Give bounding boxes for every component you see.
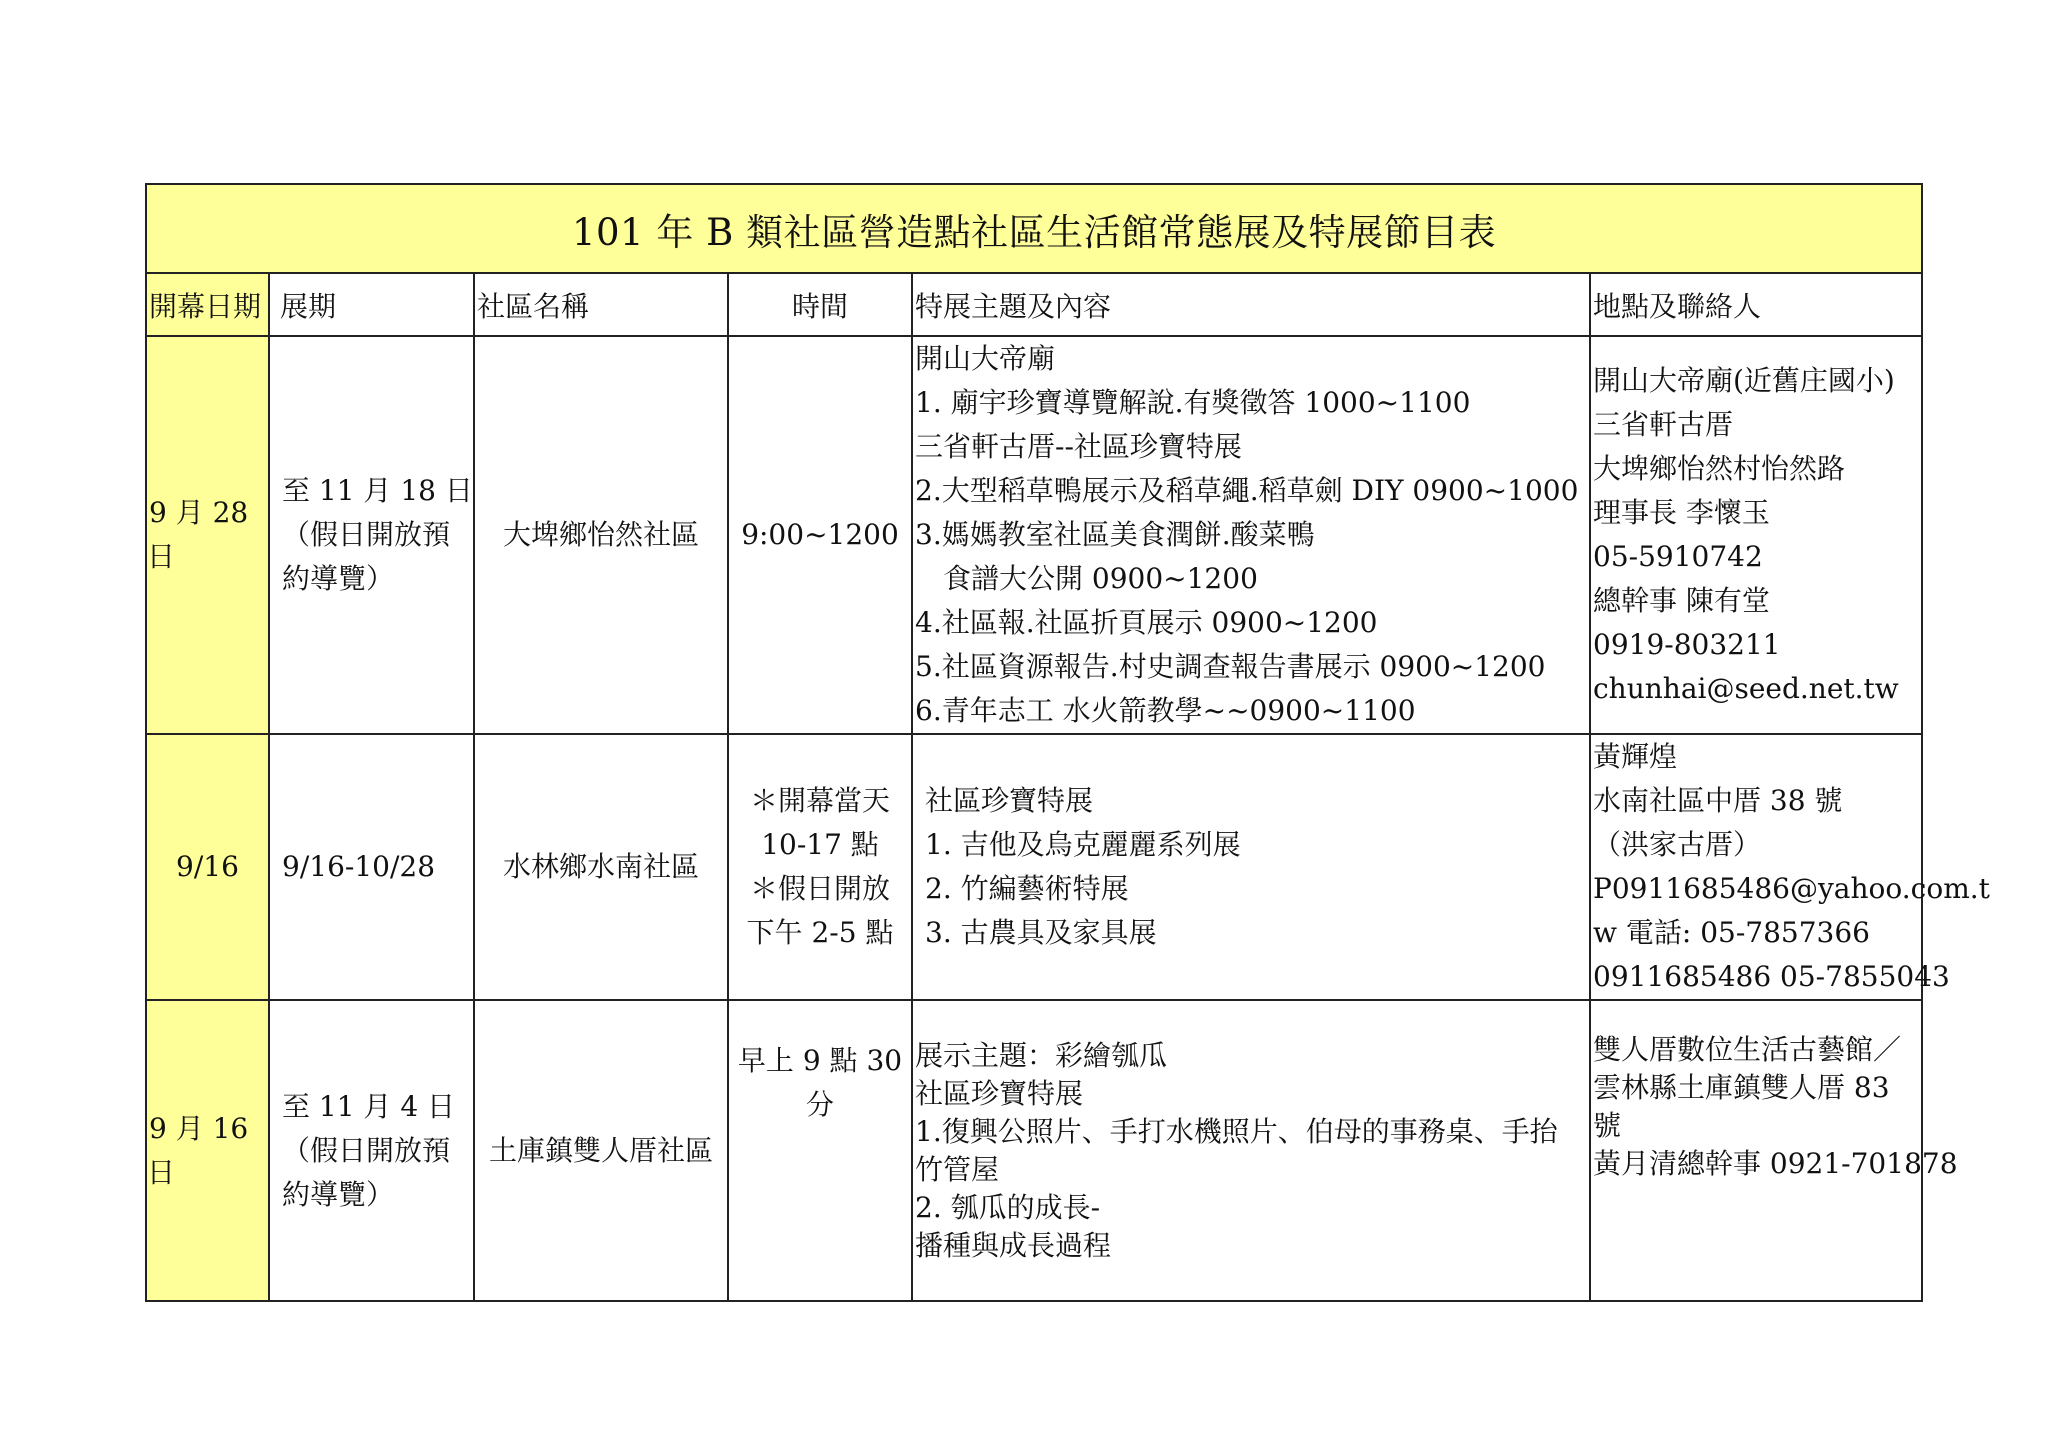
time-cell: ＊開幕當天 10-17 點 ＊假日開放 下午 2-5 點	[728, 734, 912, 1000]
table-row	[146, 734, 1922, 1000]
header-period: 展期	[269, 273, 474, 336]
time-cell: 早上 9 點 30 分	[728, 1000, 912, 1301]
theme-cell: 展示主題：彩繪瓠瓜 社區珍寶特展 1.復興公照片、手打水機照片、伯母的事務桌、手抬 竹管屋 2. 瓠瓜的成長- 播種與成長過程	[912, 1000, 1590, 1301]
table-row	[146, 336, 1922, 734]
date-cell: 9/16	[146, 734, 269, 1000]
table-row	[146, 1000, 1922, 1301]
period-cell: 至 11 月 18 日 （假日開放預 約導覽）	[269, 336, 474, 734]
header-time: 時間	[728, 273, 912, 336]
title-row	[146, 184, 1922, 273]
header-theme: 特展主題及內容	[912, 273, 1590, 336]
community-cell: 大埤鄉怡然社區	[474, 336, 728, 734]
period-cell: 9/16-10/28	[269, 734, 474, 1000]
theme-cell: 開山大帝廟 1. 廟宇珍寶導覽解說.有獎徵答 1000~1100 三省軒古厝--社區珍寶特展 2.大型稻草鴨展示及稻草繩.稻草劍 DIY 0900~1000 3.媽媽教室社區美食潤餅.酸菜鴨 食譜大公開 0900~1200 4.社區報.社區折頁展示 0900~1200 5.社區資源報告.村史調查報告書展示 0900~1200 6.青年志工 水火箭教學~~0900~1100	[912, 336, 1590, 734]
location-cell: 開山大帝廟(近舊庄國小) 三省軒古厝 大埤鄉怡然村怡然路 理事長 李懷玉 05-5910742 總幹事 陳有堂 0919-803211 chunhai@seed.net.tw	[1590, 336, 1922, 734]
location-cell: 黃輝煌 水南社區中厝 38 號 （洪家古厝） P0911685486@yahoo.com.t w 電話: 05-7857366 0911685486 05-7855043	[1590, 734, 1922, 1000]
location-cell: 雙人厝數位生活古藝館／ 雲林縣土庫鎮雙人厝 83 號 黃月清總幹事 0921-701878	[1590, 1000, 1922, 1301]
theme-cell: 社區珍寶特展 1. 吉他及烏克麗麗系列展 2. 竹編藝術特展 3. 古農具及家具展	[912, 734, 1590, 1000]
header-row	[146, 273, 1922, 336]
community-cell: 水林鄉水南社區	[474, 734, 728, 1000]
header-location: 地點及聯絡人	[1590, 273, 1922, 336]
header-community: 社區名稱	[474, 273, 728, 336]
table-title: 101 年 B 類社區營造點社區生活館常態展及特展節目表	[146, 184, 1922, 273]
period-cell: 至 11 月 4 日 （假日開放預 約導覽）	[269, 1000, 474, 1301]
header-date: 開幕日期	[146, 273, 269, 336]
community-cell: 土庫鎮雙人厝社區	[474, 1000, 728, 1301]
date-cell: 9 月 28 日	[146, 336, 269, 734]
schedule-table	[145, 183, 1990, 1302]
date-cell: 9 月 16 日	[146, 1000, 269, 1301]
time-cell: 9:00~1200	[728, 336, 912, 734]
